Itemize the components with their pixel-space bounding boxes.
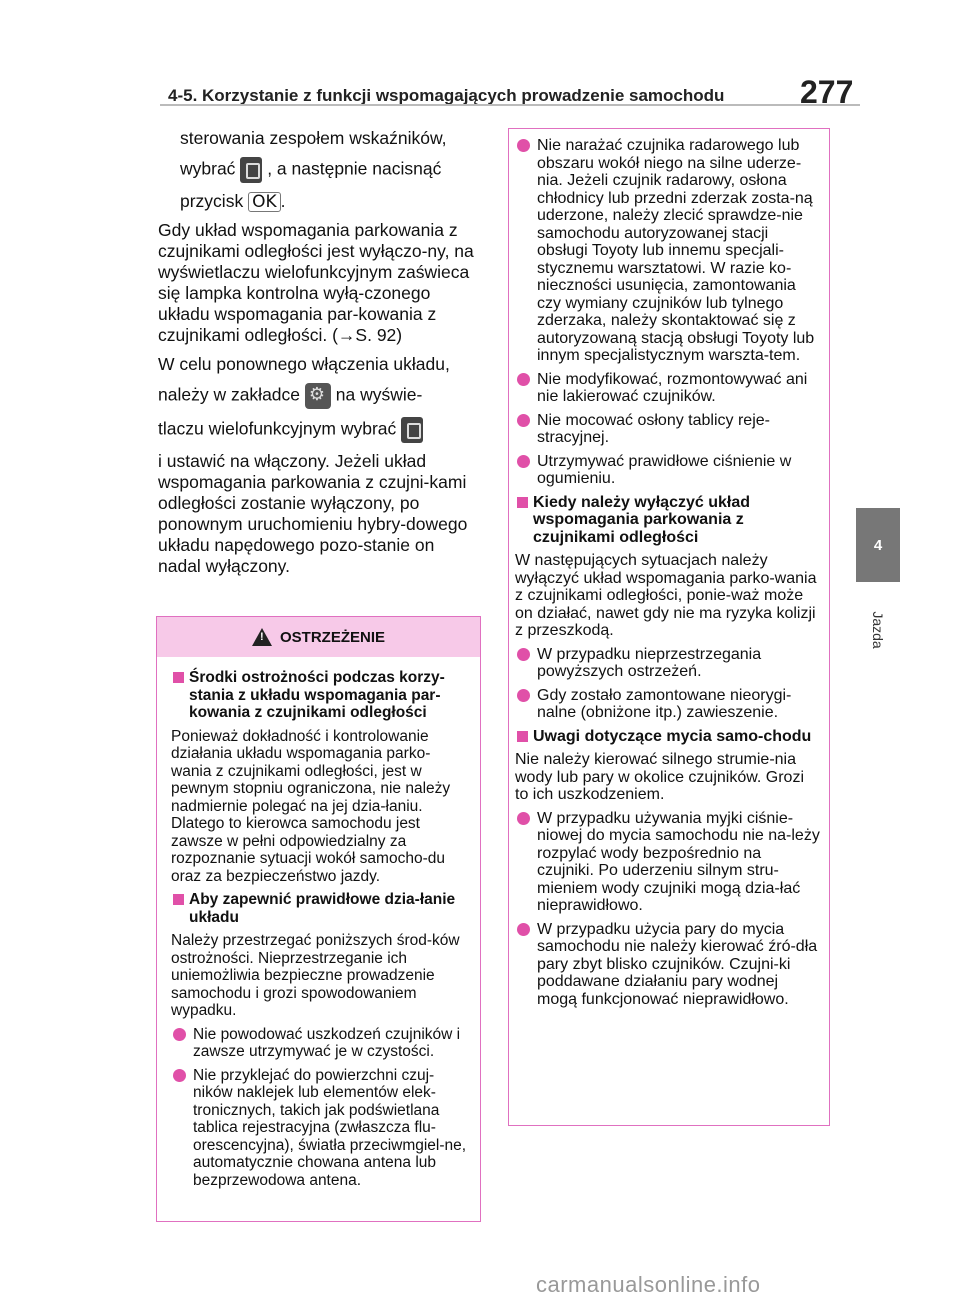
circle-bullet-icon (517, 414, 530, 427)
circle-bullet-icon (173, 1069, 186, 1082)
footer-watermark: carmanualsonline.info (536, 1272, 761, 1297)
circle-bullet-icon (173, 1028, 186, 1041)
right-bullet-3: Nie mocować osłony tablicy reje-stracyjnej. (515, 412, 821, 447)
header-divider (160, 104, 860, 106)
warning-triangle-icon (252, 628, 272, 646)
right-column-box (508, 128, 830, 1126)
left-paragraph-3b: należy w zakładce ⚙ na wyświe- (158, 383, 480, 409)
warning-paragraph-1: Ponieważ dokładność i kontrolowanie działania układu wspomagania parko-wania z czujnikami odległości, jest w pewnym stopniu ograniczona, nie należy nadmiernie polegać na jej dzia-łaniu. Dlatego to kierowca samochodu jest zawsze w pełni odpowiedzialny za rozpoznanie sytuacji wokół samocho-du oraz za bezpieczeństwo jazdy. (171, 727, 451, 885)
parking-sensor-icon (240, 157, 262, 183)
right-subheading-1: Kiedy należy wyłączyć układ wspomagania parkowania z czujnikami odległości (515, 494, 821, 547)
gear-icon (305, 383, 331, 409)
right-bullet-8: W przypadku użycia pary do mycia samochodu nie należy kierować źró-dła pary zbyt blisko czujników. Czujni-ki poddawane działaniu pary wodnej mogą funkcjonować nieprawidłowo. (515, 921, 821, 1009)
square-bullet-icon (517, 731, 528, 742)
square-bullet-icon (173, 672, 184, 683)
left-paragraph-1b: wybrać , a następnie nacisnąć (158, 157, 480, 183)
page-number: 277 (800, 74, 854, 110)
circle-bullet-icon (517, 139, 530, 152)
left-paragraph-3a: W celu ponownego włączenia układu, (158, 354, 450, 375)
warning-paragraph-2: Należy przestrzegać poniższych środ-ków ostrożności. Nieprzestrzeganie ich uniemożliwia bezpieczne prowadzenie samochodu i grozi spowodowaniem wypadku. (171, 932, 460, 1019)
left-paragraph-2: Gdy układ wspomagania parkowania z czujnikami odległości jest wyłączo-ny, na wyświetlaczu wielofunkcyjnym zaświeca się lampka kontrolna wyłą-czonego układu wspomagania par-kowania z czujnikami odległości. (→S. 92) (158, 220, 474, 346)
circle-bullet-icon (517, 648, 530, 661)
circle-bullet-icon (517, 923, 530, 936)
right-bullet-4: Utrzymywać prawidłowe ciśnienie w ogumieniu. (515, 453, 821, 488)
chapter-tab-number[interactable]: 4 (856, 508, 900, 582)
circle-bullet-icon (517, 373, 530, 386)
circle-bullet-icon (517, 812, 530, 825)
warning-subheading-1: Środki ostrożności podczas korzy-stania z układu wspomagania par-kowania z czujnikami odległości (171, 669, 470, 722)
ok-button-icon: OK (248, 192, 281, 212)
warning-title: OSTRZEŻENIE (279, 628, 385, 646)
parking-sensor-icon-2 (401, 417, 423, 443)
left-paragraph-3c: tlaczu wielofunkcyjnym wybrać (158, 417, 480, 443)
chapter-tab-label: Jazda (870, 611, 886, 649)
right-paragraph-2: Nie należy kierować silnego strumie-nia wody lub pary w okolice czujników. Grozi to ich uszkodzeniem. (515, 751, 805, 803)
right-bullet-2: Nie modyfikować, rozmontowywać ani nie lakierować czujników. (515, 371, 821, 406)
right-bullet-6: Gdy zostało zamontowane nieorygi-nalne (obniżone itp.) zawieszenie. (515, 687, 821, 722)
right-bullet-5: W przypadku nieprzestrzegania powyższych ostrzeżeń. (515, 646, 821, 681)
section-title: 4-5. Korzystanie z funkcji wspomagających prowadzenie samochodu (168, 86, 725, 105)
left-paragraph-1a: sterowania zespołem wskaźników, (180, 128, 447, 148)
left-column (158, 128, 480, 585)
warning-body (157, 657, 480, 1189)
circle-bullet-icon (517, 455, 530, 468)
warning-box (156, 616, 481, 1222)
warning-header (157, 617, 480, 657)
right-subheading-2: Uwagi dotyczące mycia samo-chodu (515, 728, 821, 746)
right-paragraph-1: W następujących sytuacjach należy wyłączyć układ wspomagania parko-wania z czujnikami odległości, ponie-waż może on działać, nawet gdy nie ma ryzyka kolizji z przeszkodą. (515, 552, 817, 639)
warning-bullet-2: Nie przyklejać do powierzchni czuj-ników naklejek lub elementów elek-tronicznych, takich jak podświetlana tablica rejestracyjna (zwłaszcza flu-orescencyjna), światła przeciwmgiel-ne, automatycznie chowana antena lub bezprzewodowa antena. (171, 1067, 470, 1190)
warning-subheading-2: Aby zapewnić prawidłowe dzia-łanie układu (171, 891, 470, 926)
circle-bullet-icon (517, 689, 530, 702)
left-paragraph-3d: i ustawić na włączony. Jeżeli układ wspomagania parkowania z czujni-kami odległości zostanie wyłączony, po ponownym uruchomieniu hybry-dowego układu napędowego pozo-stanie on nadal wyłączony. (158, 451, 468, 577)
right-bullet-7: W przypadku używania myjki ciśnie-niowej do mycia samochodu nie na-leży rozpylać wody bezpośrednio na czujniki. Po uderzeniu silnym stru-mieniem wody czujniki mogą dzia-łać nieprawidłowo. (515, 810, 821, 915)
right-bullet-1: Nie narażać czujnika radarowego lub obszaru wokół niego na silne uderze-nia. Jeżeli czujnik radarowy, osłona chłodnicy lub przedni zderzak zosta-ną uderzone, należy zlecić sprawdze-nie samochodu autoryzowanej stacji obsługi Toyoty lub innemu specjali-stycznemu warsztatowi. W razie ko-nieczności usunięcia, zamontowania czy wymiany czujników lub tylnego zderzaka, należy skontaktować się z autoryzowaną stacją obsługi Toyoty lub innym specjalistycznym warszta-tem. (515, 137, 821, 365)
left-paragraph-1c: przycisk OK . (180, 191, 286, 213)
warning-bullet-1: Nie powodować uszkodzeń czujników i zawsze utrzymywać je w czystości. (171, 1026, 470, 1061)
square-bullet-icon (173, 894, 184, 905)
square-bullet-icon (517, 497, 528, 508)
